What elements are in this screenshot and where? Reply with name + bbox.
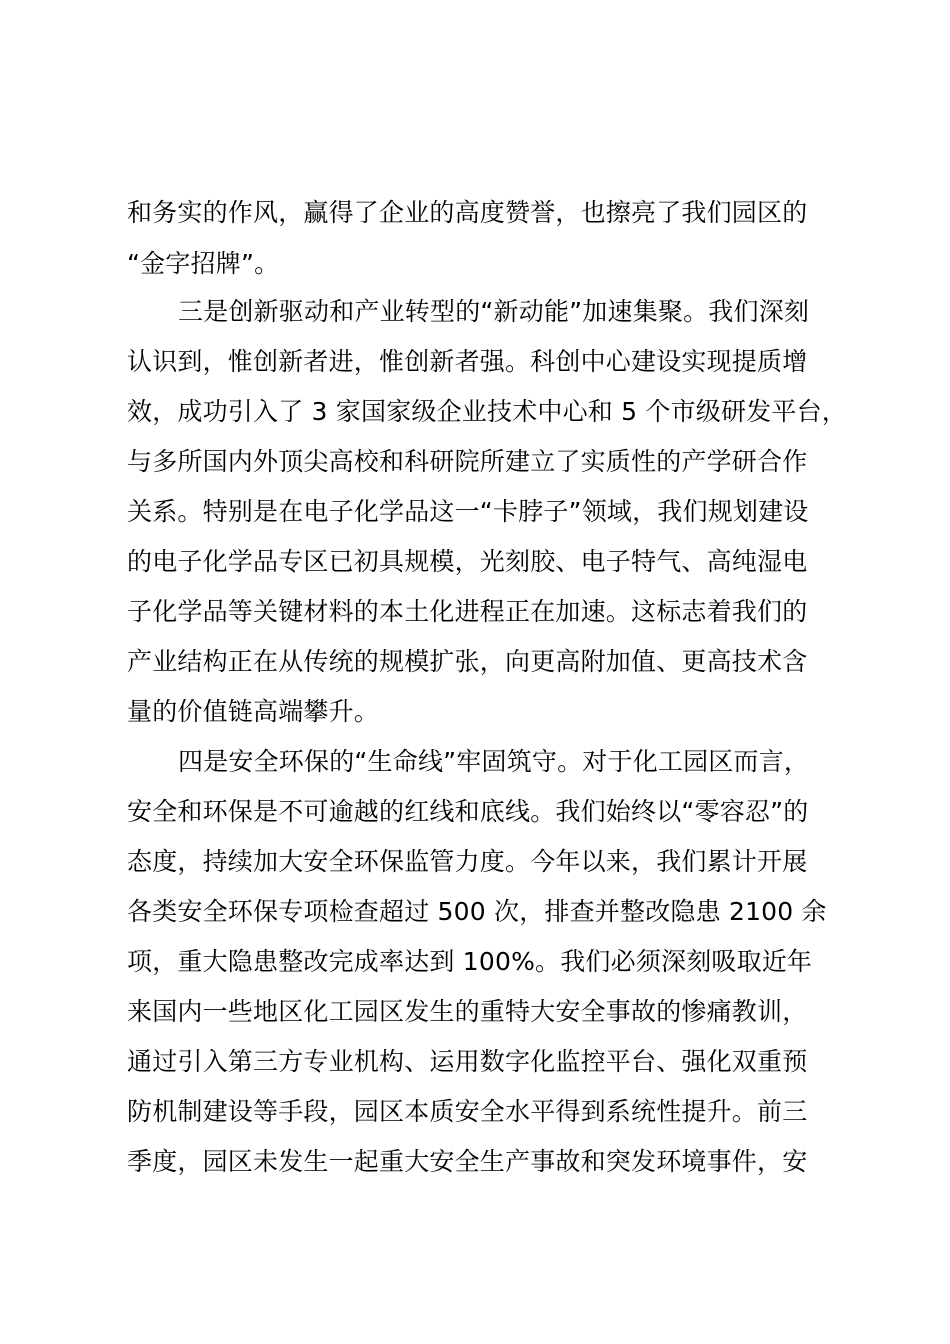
- text-line: 与多所国内外顶尖高校和科研院所建立了实质性的产学研合作: [127, 447, 808, 476]
- text-line: 关系。特别是在电子化学品这一“卡脖子”领域，我们规划建设: [127, 497, 809, 526]
- text-line: 季度，园区未发生一起重大安全生产事故和突发环境事件，安: [127, 1147, 808, 1176]
- paragraph-start-line: 四是安全环保的“生命线”牢固筑守。对于化工园区而言，: [178, 747, 810, 776]
- text-line: 量的价值链高端攀升。: [127, 697, 380, 726]
- text-line: 产业结构正在从传统的规模扩张，向更高附加值、更高技术含: [127, 647, 808, 676]
- text-line: 子化学品等关键材料的本土化进程正在加速。这标志着我们的: [127, 597, 808, 626]
- text-line: 通过引入第三方专业机构、运用数字化监控平台、强化双重预: [127, 1047, 808, 1076]
- text-line: “金字招牌”。: [127, 249, 280, 278]
- text-line: 态度，持续加大安全环保监管力度。今年以来，我们累计开展: [127, 847, 808, 876]
- paragraph-start-line: 三是创新驱动和产业转型的“新动能”加速集聚。我们深刻: [178, 297, 810, 326]
- text-line: 各类安全环保专项检查超过 500 次，排查并整改隐患 2100 余: [127, 897, 827, 926]
- text-line: 和务实的作风，赢得了企业的高度赞誉，也擦亮了我们园区的: [127, 198, 808, 227]
- text-line: 来国内一些地区化工园区发生的重特大安全事故的惨痛教训，: [127, 997, 808, 1026]
- text-line: 防机制建设等手段，园区本质安全水平得到系统性提升。前三: [127, 1097, 808, 1126]
- text-line: 项，重大隐患整改完成率达到 100%。我们必须深刻吸取近年: [127, 947, 813, 976]
- text-line: 效，成功引入了 3 家国家级企业技术中心和 5 个市级研发平台，: [127, 397, 848, 426]
- text-line: 认识到，惟创新者进，惟创新者强。科创中心建设实现提质增: [127, 347, 808, 376]
- text-line: 的电子化学品专区已初具规模，光刻胶、电子特气、高纯湿电: [127, 547, 808, 576]
- text-line: 安全和环保是不可逾越的红线和底线。我们始终以“零容忍”的: [127, 797, 809, 826]
